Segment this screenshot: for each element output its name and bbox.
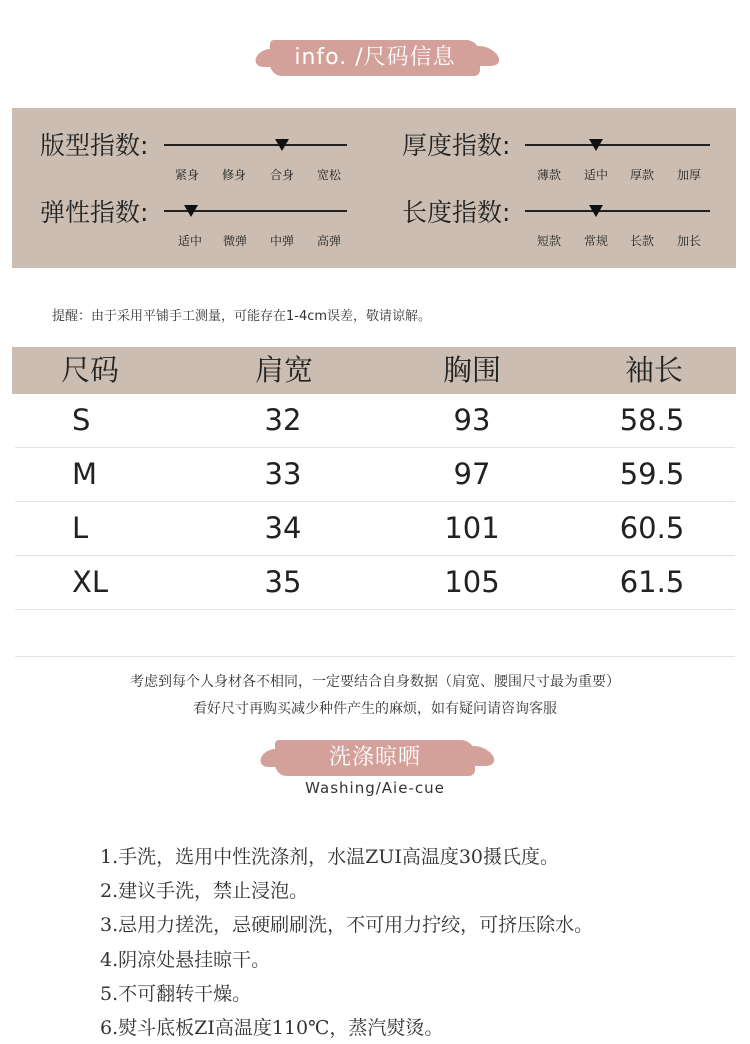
sleeve-cell: 58.5 — [619, 403, 685, 437]
wash-instruction-1: 1.手洗，选用中性洗涤剂，水温ZUI高温度30摄氏度。 — [100, 846, 560, 868]
shoulder-cell: 32 — [264, 403, 302, 437]
header-sleeve: 袖长 — [624, 353, 683, 387]
washing-subtitle: Washing/Aie-cue — [305, 779, 445, 797]
length-option-2: 常规 — [584, 234, 609, 248]
chest-cell: 105 — [444, 565, 500, 599]
fit-index-label: 版型指数: — [40, 131, 149, 160]
fit-option-4: 宽松 — [317, 168, 342, 182]
table-row — [15, 556, 735, 610]
fit-index-panel — [12, 108, 736, 268]
thickness-index-label: 厚度指数: — [402, 131, 511, 160]
washing-title-badge — [275, 740, 475, 776]
sleeve-cell: 59.5 — [619, 457, 685, 491]
thickness-option-1: 薄款 — [537, 168, 562, 182]
table-row — [15, 448, 735, 502]
chest-cell: 101 — [444, 511, 500, 545]
fit-option-3: 合身 — [270, 168, 295, 182]
wash-instruction-3: 3.忌用力搓洗，忌硬刷刷洗，不可用力拧绞，可挤压除水。 — [100, 914, 594, 936]
elasticity-index-marker-icon — [184, 205, 198, 217]
size-cell: S — [72, 403, 91, 437]
header-chest: 胸围 — [442, 353, 501, 387]
shoulder-cell: 34 — [264, 511, 302, 545]
length-index-label: 长度指数: — [402, 198, 511, 227]
elasticity-option-4: 高弹 — [317, 234, 342, 248]
washing-title: 洗涤晾晒 — [328, 745, 421, 770]
wash-instruction-6: 6.熨斗底板ZI高温度110℃，蒸汽熨烫。 — [100, 1017, 444, 1039]
sizing-advice-line-2: 看好尺寸再购买减少种件产生的麻烦，如有疑问请咨询客服 — [193, 701, 557, 717]
divider — [15, 656, 735, 657]
header-shoulder: 肩宽 — [254, 353, 313, 387]
elasticity-index-label: 弹性指数: — [40, 198, 149, 227]
length-option-1: 短款 — [537, 234, 562, 248]
shoulder-cell: 35 — [264, 565, 302, 599]
chest-cell: 93 — [453, 403, 491, 437]
chest-cell: 97 — [453, 457, 491, 491]
thickness-option-2: 适中 — [584, 168, 609, 182]
fit-index-marker-icon — [275, 139, 289, 151]
elasticity-option-1: 适中 — [178, 234, 203, 248]
size-cell: XL — [72, 565, 109, 599]
fit-index-scale-line — [164, 144, 347, 146]
fit-option-1: 紧身 — [175, 168, 200, 182]
elasticity-option-3: 中弹 — [270, 234, 295, 248]
length-option-3: 长款 — [630, 234, 655, 248]
wash-instruction-4: 4.阴凉处悬挂晾干。 — [100, 949, 271, 971]
thickness-option-3: 厚款 — [630, 168, 655, 182]
header-size: 尺码 — [60, 353, 119, 387]
sleeve-cell: 60.5 — [619, 511, 685, 545]
wash-instruction-2: 2.建议手洗，禁止浸泡。 — [100, 880, 309, 902]
length-option-4: 加长 — [677, 234, 702, 248]
fit-option-2: 修身 — [222, 168, 247, 182]
thickness-option-4: 加厚 — [677, 168, 702, 182]
length-index-marker-icon — [589, 205, 603, 217]
shoulder-cell: 33 — [264, 457, 302, 491]
thickness-index-scale-line — [525, 144, 710, 146]
table-row — [15, 394, 735, 448]
sleeve-cell: 61.5 — [619, 565, 685, 599]
sizing-advice-line-1: 考虑到每个人身材各不相同，一定要结合自身数据（肩宽、腰围尺寸最为重要） — [130, 674, 620, 690]
size-table-header — [12, 347, 736, 394]
size-info-title-badge — [270, 40, 480, 76]
size-cell: L — [72, 511, 89, 545]
wash-instruction-5: 5.不可翻转干燥。 — [100, 983, 252, 1005]
elasticity-option-2: 微弹 — [223, 234, 248, 248]
size-cell: M — [72, 457, 98, 491]
measurement-note: 提醒：由于采用平铺手工测量，可能存在1-4cm误差，敬请谅解。 — [52, 309, 432, 324]
table-row — [15, 502, 735, 556]
size-info-title: info. /尺码信息 — [294, 45, 456, 70]
length-index-scale-line — [525, 210, 710, 212]
thickness-index-marker-icon — [589, 139, 603, 151]
